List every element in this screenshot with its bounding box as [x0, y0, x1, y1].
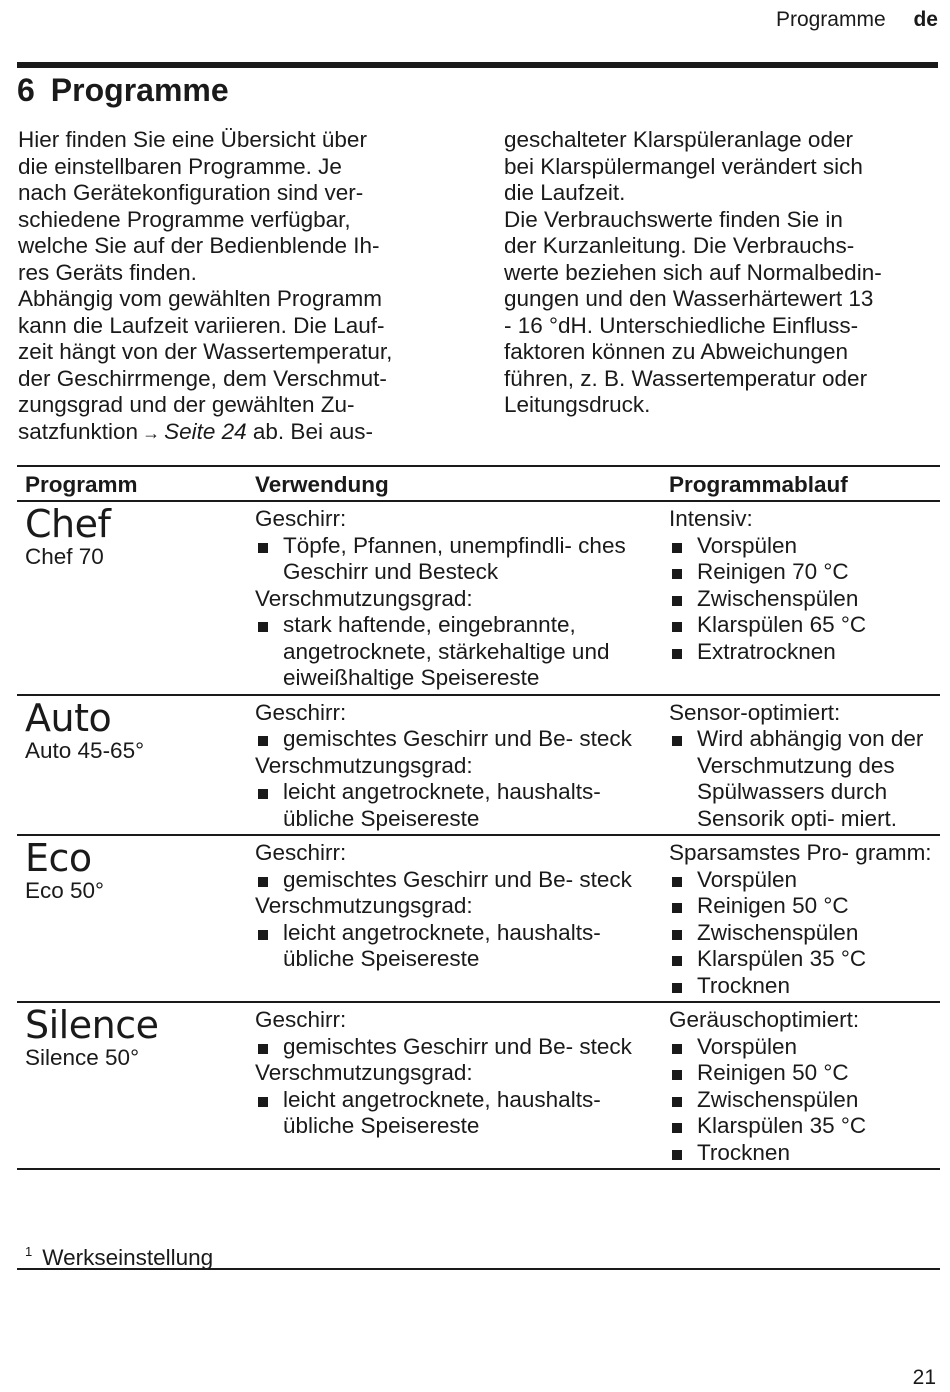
bullet-item: leicht angetrocknete, haushalts- übliche Speisereste [255, 1087, 661, 1140]
intro-last-before: satzfunktion [18, 418, 139, 444]
chapter-title-text: Programme [50, 72, 229, 108]
intro-left-last-line [18, 419, 458, 447]
program-name: Auto 45-65° [25, 737, 145, 763]
intro-line: - 16 °dH. Unterschiedliche Einfluss- [504, 312, 859, 338]
usage-cell [247, 501, 661, 695]
sequence-cell [661, 695, 940, 836]
intro-line: der Kurzanleitung. Die Verbrauchs- [504, 233, 855, 258]
intro-line: geschalteter Klarspüleranlage oder [504, 127, 853, 152]
intro-line: die Laufzeit. [504, 180, 626, 205]
table-row [17, 1002, 940, 1169]
intro-last-after: ab. Bei aus- [252, 418, 373, 444]
page-reference-link[interactable]: Seite 24 [164, 418, 247, 444]
intro-line: der Geschirrmenge, dem Verschmut- [18, 365, 387, 391]
table-row [17, 835, 940, 1002]
intro-line: Leitungsdruck. [504, 392, 651, 417]
bullet-list [255, 779, 661, 832]
usage-label: Geschirr: [255, 699, 347, 725]
bullet-list [255, 533, 661, 586]
chapter-number: 6 [17, 72, 35, 108]
bullet-item: Wird abhängig von der Verschmutzung des Spülwassers durch Sensorik opti- miert. [669, 726, 940, 832]
program-cell [17, 835, 247, 1002]
usage-cell [247, 835, 661, 1002]
sequence-content [669, 836, 940, 1001]
usage-content [255, 836, 661, 975]
sequence-label: Sensor-optimiert: [669, 699, 841, 725]
header-rule [17, 62, 938, 68]
usage-label: Geschirr: [255, 1007, 347, 1032]
program-name: Eco 50° [25, 878, 105, 903]
bullet-item: Klarspülen 35 °C [669, 1113, 940, 1140]
sequence-content [669, 502, 940, 667]
running-header [776, 8, 938, 32]
table-header-row [17, 466, 940, 501]
intro-line: Abhängig vom gewählten Programm [18, 286, 382, 311]
bullet-item: Zwischenspülen [669, 1087, 940, 1114]
bullet-item: Reinigen 70 °C [669, 559, 940, 586]
bullet-item: gemischtes Geschirr und Be- steck [255, 867, 661, 894]
program-logo: Auto [25, 695, 112, 740]
bullet-list [255, 726, 661, 753]
bullet-list [255, 867, 661, 894]
footnote-text: Werkseinstellung [42, 1245, 214, 1270]
sequence-content [669, 1003, 940, 1168]
bullet-item: Trocknen [669, 973, 940, 1000]
usage-label: Verschmutzungsgrad: [255, 893, 473, 918]
program-logo: Chef [25, 502, 111, 546]
running-header-section: Programme [775, 8, 886, 31]
usage-cell [247, 695, 661, 836]
sequence-cell [661, 835, 940, 1002]
program-name: Chef 70 [25, 544, 104, 569]
bullet-item: Reinigen 50 °C [669, 1060, 940, 1087]
program-table [17, 465, 940, 1170]
bullet-item: Töpfe, Pfannen, unempfindli- ches Geschirr und Besteck [255, 533, 661, 586]
intro-line: res Geräts finden. [18, 259, 197, 285]
intro-line: schiedene Programme verfügbar, [18, 206, 351, 232]
bullet-item: gemischtes Geschirr und Be- steck [255, 1034, 661, 1061]
program-cell [17, 501, 247, 695]
footnote [17, 1236, 940, 1270]
intro-line: führen, z. B. Wassertemperatur oder [504, 365, 868, 391]
intro-line: werte beziehen sich auf Normalbedin- [504, 259, 882, 285]
usage-label: Verschmutzungsgrad: [255, 585, 473, 611]
bullet-list [669, 1034, 940, 1167]
program-table-body [17, 501, 940, 1169]
sequence-label: Geräuschoptimiert: [669, 1007, 860, 1032]
column-header-usage: Verwendung [247, 466, 661, 501]
bullet-item: stark haftende, eingebrannte, angetrocknete, stärkehaltige und eiweißhaltige Speisereste [255, 612, 661, 692]
intro-line: Hier finden Sie eine Übersicht über [18, 127, 367, 152]
bullet-item: Zwischenspülen [669, 586, 940, 613]
footnote-mark: 1 [25, 1244, 33, 1259]
bullet-list [669, 726, 940, 832]
program-logo: Silence [25, 1003, 159, 1047]
bullet-list [669, 533, 940, 666]
usage-content [255, 1003, 661, 1142]
bullet-item: Klarspülen 65 °C [669, 612, 940, 639]
usage-content [255, 502, 661, 694]
sequence-label: Sparsamstes Pro- gramm: [669, 840, 932, 865]
program-name: Silence 50° [25, 1045, 140, 1070]
usage-label: Geschirr: [255, 506, 347, 531]
intro-line: welche Sie auf der Bedienblende Ih- [18, 233, 380, 258]
usage-content [255, 696, 661, 835]
intro-right-column [504, 127, 944, 419]
bullet-item: leicht angetrocknete, haushalts- übliche Speisereste [255, 779, 661, 832]
intro-line: die einstellbaren Programme. Je [18, 153, 342, 179]
arrow-right-icon: → [142, 422, 161, 443]
intro-right-lines [504, 127, 944, 419]
bullet-item: Zwischenspülen [669, 920, 940, 947]
sequence-cell [661, 1002, 940, 1169]
bullet-item: Reinigen 50 °C [669, 893, 940, 920]
table-row [17, 501, 940, 695]
intro-line: Die Verbrauchswerte finden Sie in [504, 206, 843, 232]
usage-cell [247, 1002, 661, 1169]
usage-label: Verschmutzungsgrad: [255, 752, 473, 778]
intro-line: gungen und den Wasserhärtewert 13 [504, 286, 874, 311]
sequence-content [669, 696, 940, 835]
intro-line: nach Gerätekonfiguration sind ver- [18, 180, 364, 205]
usage-label: Verschmutzungsgrad: [255, 1060, 473, 1085]
sequence-cell [661, 501, 940, 695]
column-header-sequence: Programmablauf [661, 466, 940, 501]
bullet-item: Klarspülen 35 °C [669, 946, 940, 973]
chapter-title [17, 72, 229, 109]
sequence-label: Intensiv: [669, 506, 753, 531]
bullet-list [255, 920, 661, 973]
intro-left-lines [18, 127, 458, 419]
bullet-item: Vorspülen [669, 867, 940, 894]
program-logo: Eco [25, 836, 92, 880]
column-header-program: Programm [17, 466, 247, 501]
bullet-list [255, 1034, 661, 1061]
program-cell [17, 695, 247, 836]
intro-line: kann die Laufzeit variieren. Die Lauf- [18, 312, 385, 338]
bullet-item: Vorspülen [669, 533, 940, 560]
intro-line: faktoren können zu Abweichungen [504, 339, 849, 364]
bullet-item: Vorspülen [669, 1034, 940, 1061]
page-number: 21 [912, 1366, 936, 1389]
bullet-list [255, 1087, 661, 1140]
program-cell [17, 1002, 247, 1169]
bullet-item: leicht angetrocknete, haushalts- übliche Speisereste [255, 920, 661, 973]
intro-line: zeit hängt von der Wassertemperatur, [18, 339, 393, 364]
running-header-language: de [913, 8, 938, 31]
intro-left-column [18, 127, 458, 446]
intro-line: zungsgrad und der gewählten Zu- [18, 392, 355, 417]
bullet-item: Trocknen [669, 1140, 940, 1167]
bullet-list [669, 867, 940, 1000]
bullet-list [255, 612, 661, 692]
bullet-item: Extratrocknen [669, 639, 940, 666]
table-row [17, 695, 940, 836]
intro-line: bei Klarspülermangel verändert sich [504, 153, 863, 179]
bullet-item: gemischtes Geschirr und Be- steck [255, 726, 661, 753]
usage-label: Geschirr: [255, 840, 347, 865]
